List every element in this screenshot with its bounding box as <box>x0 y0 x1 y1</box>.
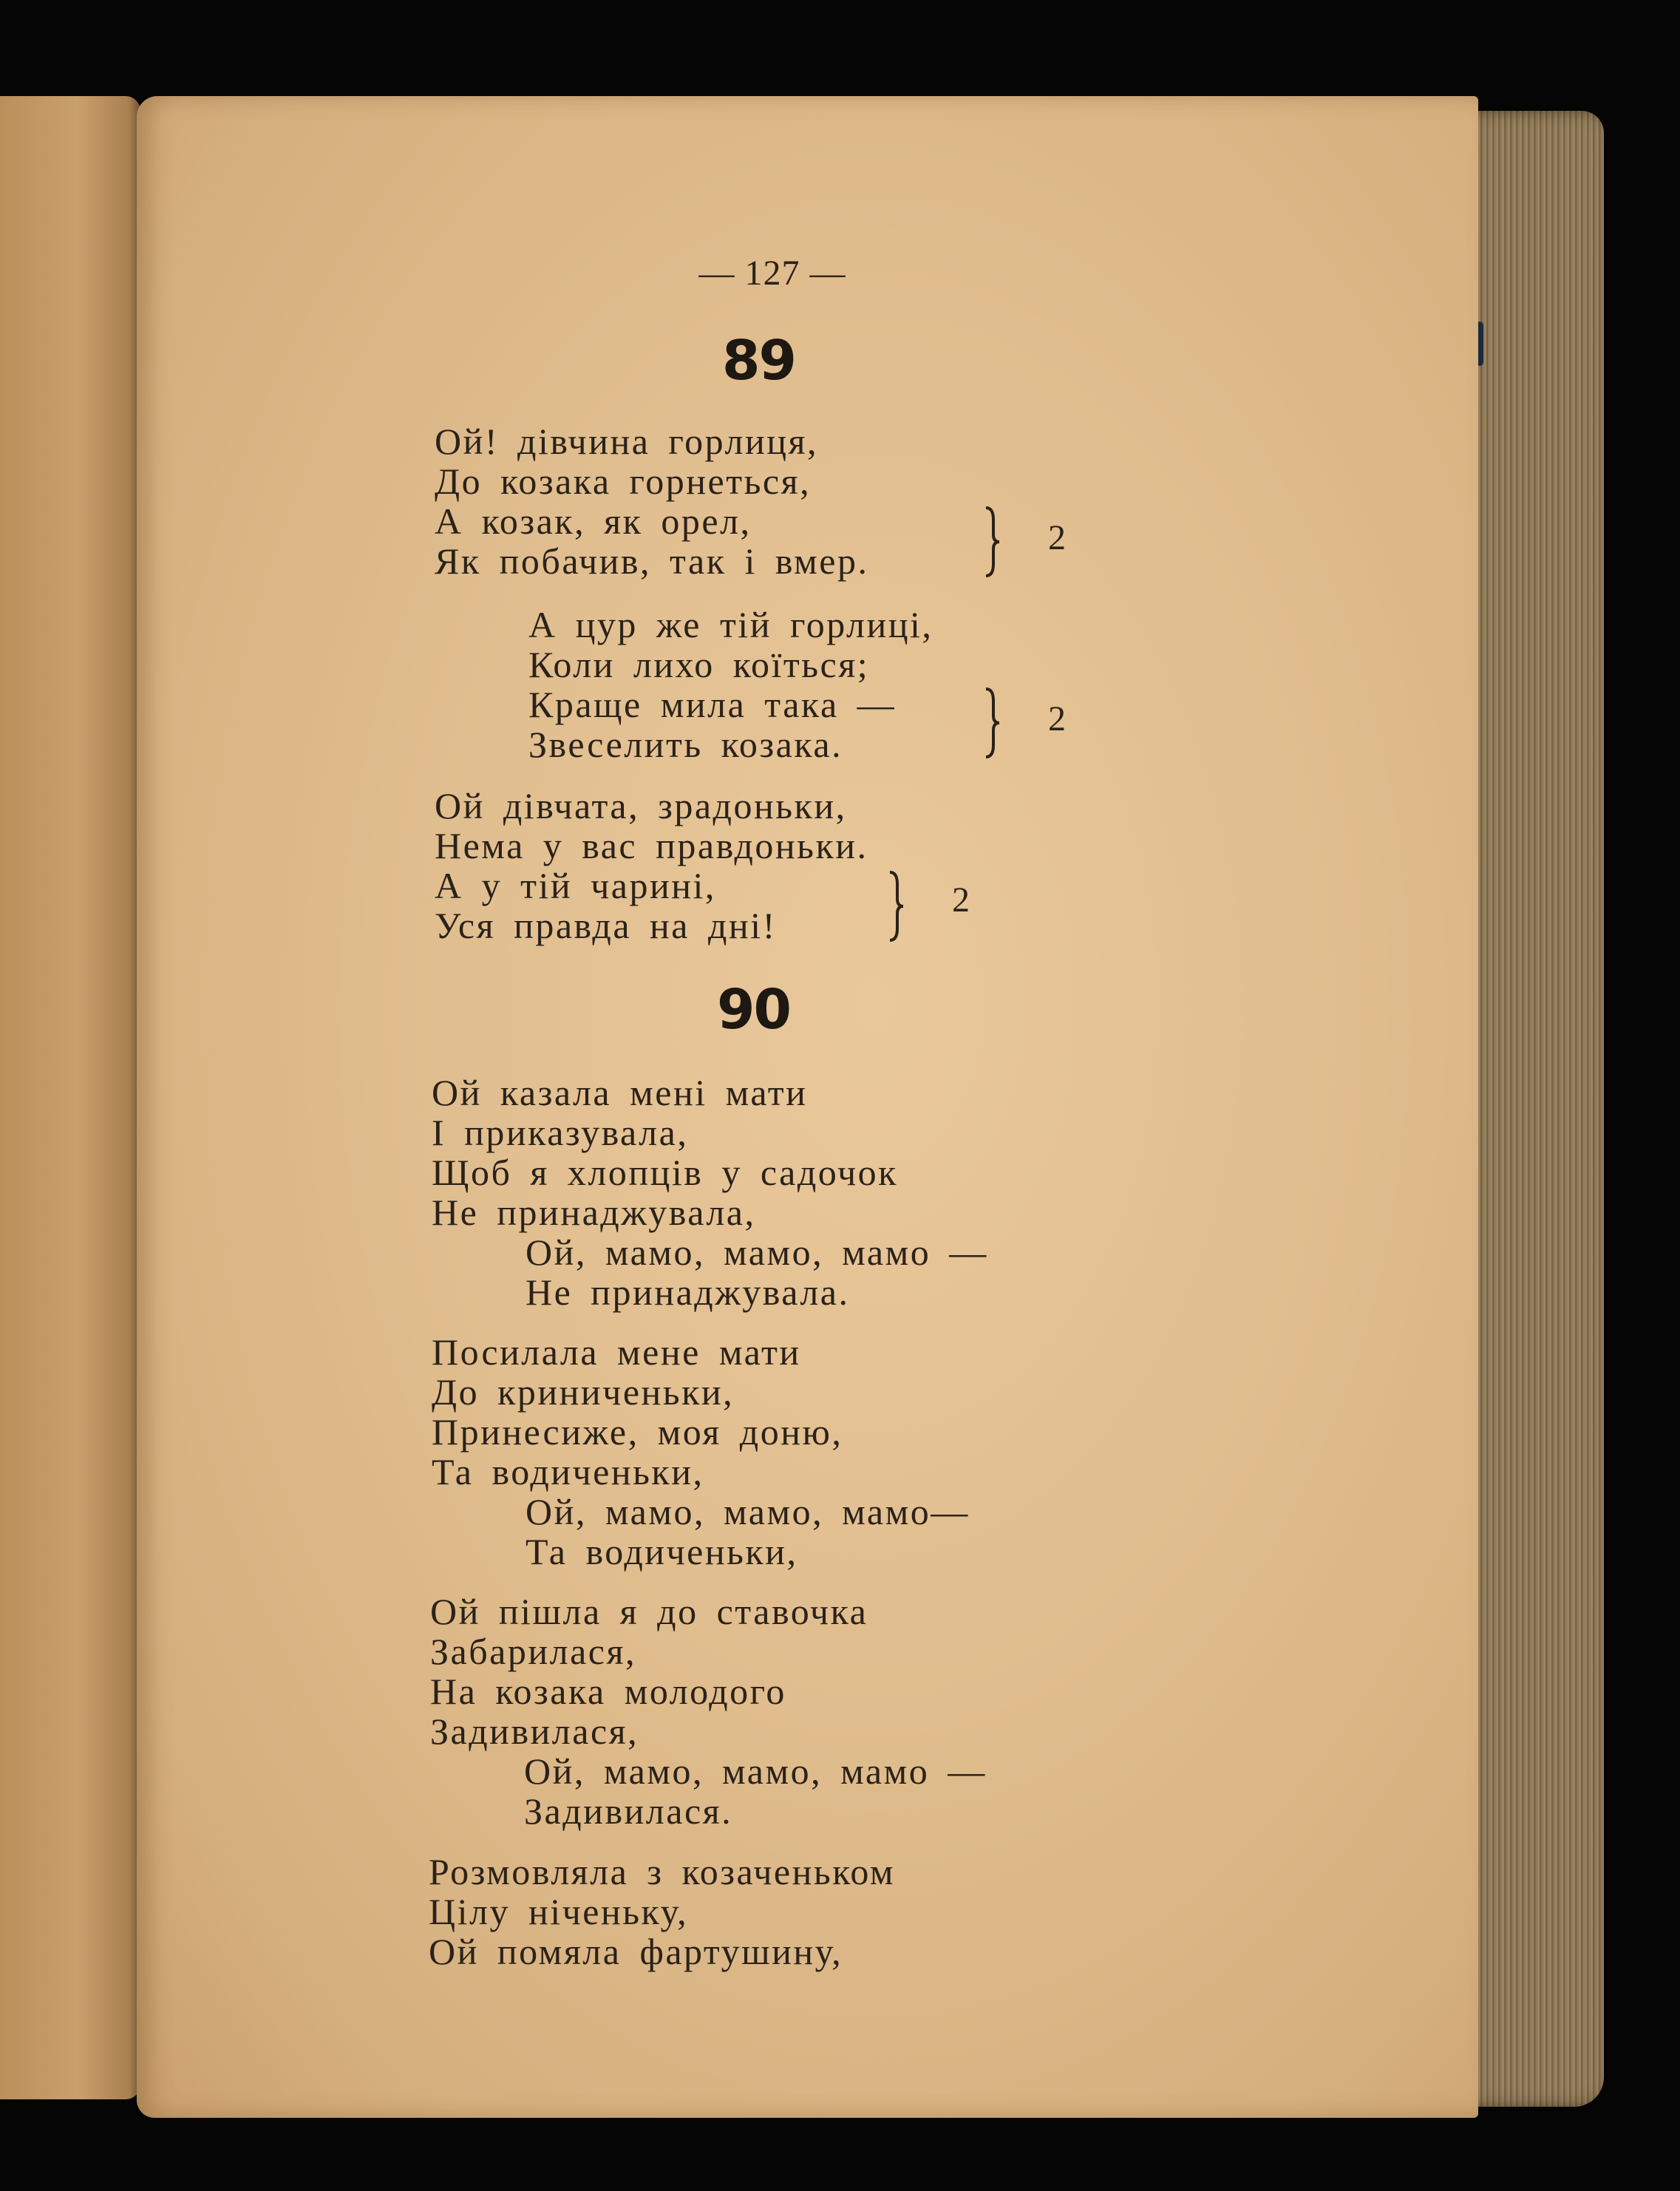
page-number: — 127 — <box>698 254 846 293</box>
verse-line: Звеселить козака. <box>528 724 843 765</box>
stanza <box>430 1592 987 1831</box>
stanza <box>435 605 933 764</box>
verse-line: Краще мила така — <box>528 684 897 725</box>
stanza <box>429 1852 895 1971</box>
verse-line: Не принаджувала, <box>432 1192 756 1233</box>
stanza <box>435 786 868 945</box>
verse-line: Уся правда на дні! <box>435 905 777 946</box>
repeat-count: 2 <box>1048 518 1066 557</box>
song-number: 90 <box>717 978 790 1042</box>
verse-line: Ой, мамо, мамо, мамо — <box>526 1232 988 1273</box>
stanza <box>435 421 868 581</box>
verse-line: До криниченьки, <box>432 1371 735 1413</box>
verse-line: Як побачив, так і вмер. <box>435 540 869 582</box>
verse-line: Та водиченьки, <box>432 1451 704 1492</box>
repeat-count: 2 <box>1048 699 1066 738</box>
verse-line: Ой помяла фартушину, <box>429 1931 843 1972</box>
left-page-edge <box>0 96 140 2099</box>
verse-line: А цур же тій горлиці, <box>528 604 933 645</box>
verse-line: Розмовляла з козаченьком <box>429 1851 896 1892</box>
verse-line: До козака горнеться, <box>435 461 812 502</box>
verse-line: Задивилася. <box>524 1790 733 1832</box>
stanza <box>432 1073 988 1312</box>
repeat-count: 2 <box>952 880 970 920</box>
verse-line: Забарилася, <box>430 1631 636 1672</box>
repeat-brace-icon <box>983 686 1002 760</box>
verse-line: Принесиже, моя доню, <box>432 1411 843 1453</box>
verse-line: Ой, мамо, мамо, мамо— <box>526 1491 970 1532</box>
song-number: 89 <box>722 329 795 393</box>
stanza <box>432 1332 970 1572</box>
verse-line: А козак, як орел, <box>435 500 752 542</box>
verse-line: Не принаджувала. <box>526 1271 850 1313</box>
verse-line: На козака молодого <box>430 1671 786 1712</box>
verse-line: Ой! дівчина горлиця, <box>435 421 818 462</box>
verse-line: І приказувала, <box>432 1112 689 1153</box>
page-block-edges <box>1460 111 1604 2107</box>
verse-line: Ой, мамо, мамо, мамо — <box>524 1750 987 1792</box>
verse-line: Коли лихо коїться; <box>528 644 870 685</box>
repeat-brace-icon <box>887 869 906 943</box>
verse-line: Посилала мене мати <box>432 1331 801 1373</box>
repeat-brace-icon <box>983 505 1002 579</box>
verse-line: Ой дівчата, зрадоньки, <box>435 785 847 826</box>
verse-line: А у тій чарині, <box>435 865 716 906</box>
verse-line: Нема у вас правдоньки. <box>435 825 868 866</box>
verse-line: Цілу ніченьку, <box>429 1891 689 1932</box>
verse-line: Щоб я хлопців у садочок <box>432 1152 898 1193</box>
verse-line: Ой пішла я до ставочка <box>430 1591 868 1632</box>
verse-line: Ой казала мені мати <box>432 1072 808 1113</box>
verse-line: Та водиченьки, <box>526 1531 798 1572</box>
verse-line: Задивилася, <box>430 1711 639 1752</box>
